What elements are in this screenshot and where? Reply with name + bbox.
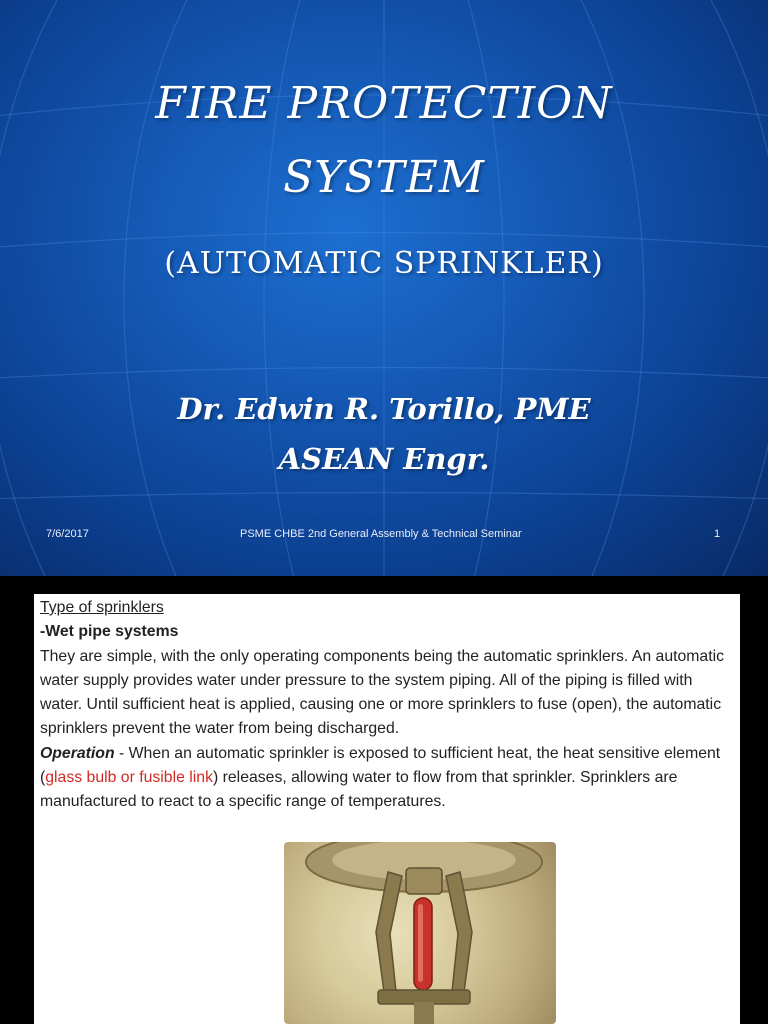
operation-paragraph — [40, 742, 738, 815]
author-name: Dr. Edwin R. Torillo, PME — [177, 392, 591, 426]
footer-date: 7/6/2017 — [46, 528, 89, 540]
slide-subtitle: (AUTOMATIC SPRINKLER) — [164, 246, 604, 281]
content-text — [40, 596, 738, 815]
footer-event: PSME CHBE 2nd General Assembly & Technical Seminar — [240, 528, 522, 540]
content-page — [34, 594, 740, 1024]
operation-text-before: - When an automatic sprinkler is exposed to sufficient heat, the heat sensitive element ( — [40, 744, 721, 787]
section-subheading: -Wet pipe systems — [40, 623, 179, 641]
content-slide — [0, 576, 768, 1024]
section-heading: Type of sprinklers — [40, 599, 164, 616]
sprinkler-head-photo — [284, 842, 556, 1024]
operation-text-after: ) releases, allowing water to flow from that sprinkler. Sprinklers are manufactured to react to a specific range of temperatures. — [40, 769, 678, 811]
operation-highlight: glass bulb or fusible link — [45, 769, 213, 787]
author-title: ASEAN Engr. — [278, 442, 490, 476]
sprinkler-head-icon — [284, 842, 556, 1024]
operation-label: Operation — [40, 744, 115, 762]
footer-page-number: 1 — [714, 528, 721, 540]
wet-pipe-description: They are simple, with the only operating components being the automatic sprinklers. An automatic water supply provides water under pressure to the system piping. All of the piping is filled with water. Until sufficient heat is applied, causing one or more sprinklers to fuse (open), the automatic sprinklers prevent the water from being discharged. — [40, 647, 725, 738]
slide-title-line-2: SYSTEM — [283, 152, 485, 203]
slide-title-line-1: FIRE PROTECTION — [155, 78, 613, 129]
